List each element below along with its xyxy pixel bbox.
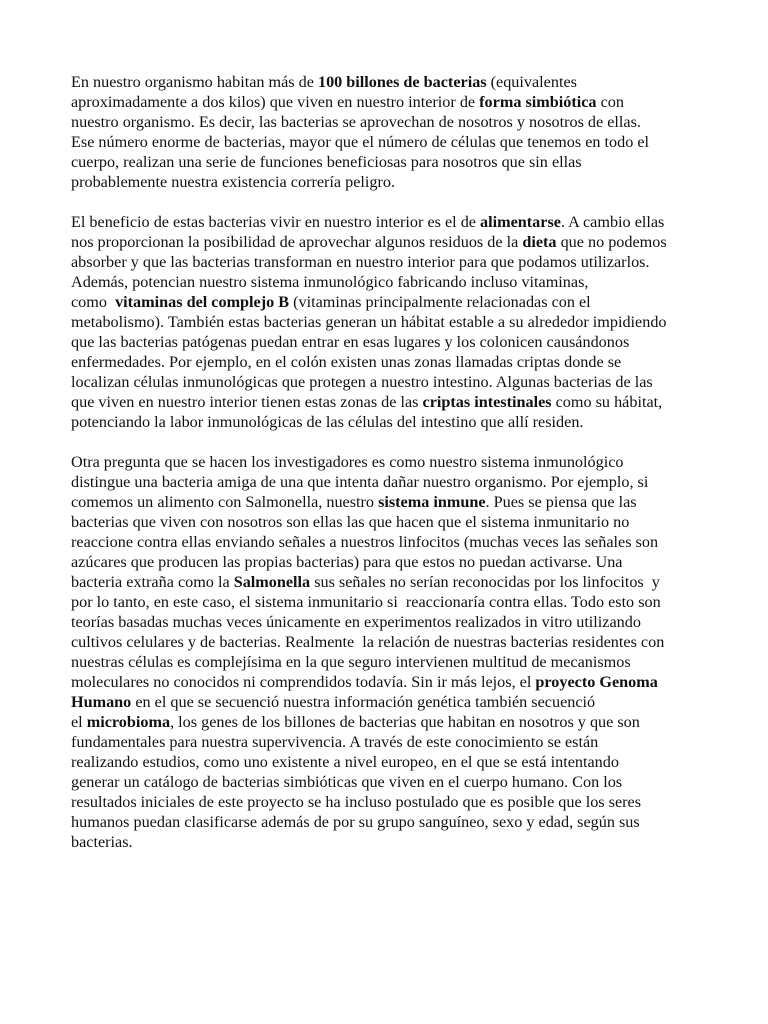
text-line [71,492,711,512]
body-text: cuerpo, realizan una serie de funciones beneficiosas para nosotros que sin ellas [71,153,582,171]
text-line [71,752,711,772]
body-text: el [71,713,87,731]
body-text: , los genes de los billones de bacterias que habitan en nosotros y que son [170,713,640,731]
body-text: enfermedades. Por ejemplo, en el colón existen unas zonas llamadas criptas donde se [71,353,622,371]
bold-text: microbioma [86,713,171,731]
text-line [71,332,711,352]
body-text: azúcares que producen las propias bacterias) para que estos no puedan activarse. Una [71,553,623,571]
body-text: teorías basadas muchas veces únicamente en experimentos realizados in vitro utilizando [71,613,641,631]
text-line [71,732,711,752]
body-text: cultivos celulares y de bacterias. Realmente la relación de nuestras bacterias residentes con [71,633,665,651]
body-text: humanos puedan clasificarse además de por su grupo sanguíneo, sexo y edad, según sus [71,813,640,831]
body-text: como [71,293,116,311]
body-text: bacterias que viven con nosotros son ellas las que hacen que el sistema inmunitario no [71,513,630,531]
bold-text: dieta [522,233,557,251]
paragraph [71,212,711,432]
paragraph [71,72,711,192]
body-text: potenciando la labor inmunológicas de las células del intestino que allí residen. [71,413,584,431]
body-text: . A cambio ellas [560,213,665,231]
body-text: en el que se secuenció nuestra información genética también secuenció [131,693,596,711]
text-line [71,372,711,392]
body-text: (vitaminas principalmente relacionadas con el [289,293,591,311]
bold-text: 100 billones de bacterias [317,73,487,91]
text-line [71,72,711,92]
body-text: que viven en nuestro interior tienen estas zonas de las [71,393,423,411]
text-line [71,772,711,792]
body-text: que no podemos [556,233,667,251]
body-text: . Pues se piensa que las [485,493,637,511]
text-line [71,672,711,692]
body-text: fundamentales para nuestra supervivencia. A través de este conocimiento se están [71,733,599,751]
body-text: sus señales no serían reconocidas por los linfocitos y [310,573,660,591]
text-line [71,632,711,652]
body-text: Ese número enorme de bacterias, mayor que el número de células que tenemos en todo el [71,133,650,151]
text-line [71,452,711,472]
body-text: generar un catálogo de bacterias simbióticas que viven en el cuerpo humano. Con los [71,773,623,791]
text-line [71,132,711,152]
text-line [71,552,711,572]
body-text: localizan células inmunológicas que protegen a nuestro intestino. Algunas bacterias de las [71,373,653,391]
body-text: probablemente nuestra existencia correría peligro. [71,173,396,191]
body-text: bacterias. [71,833,133,851]
body-text: absorber y que las bacterias transforman en nuestro interior para que podamos utilizarlos. [71,253,650,271]
bold-text: sistema inmune [378,493,486,511]
bold-text: alimentarse [480,213,561,231]
body-text: nuestras células es complejísima en la que seguro intervienen multitud de mecanismos [71,653,631,671]
text-line [71,92,711,112]
body-text: El beneficio de estas bacterias vivir en nuestro interior es el de [71,213,481,231]
text-line [71,352,711,372]
body-text: metabolismo). También estas bacterias generan un hábitat estable a su alrededor impidiendo [71,313,667,331]
text-line [71,412,711,432]
text-line [71,812,711,832]
body-text: por lo tanto, en este caso, el sistema inmunitario si reaccionaría contra ellas. Todo esto son [71,593,661,611]
bold-text: Salmonella [233,573,311,591]
document-page [71,72,711,872]
bold-text: Humano [71,693,132,711]
body-text: aproximadamente a dos kilos) que viven en nuestro interior de [71,93,480,111]
bold-text: forma simbiótica [479,93,597,111]
body-text: moleculares no conocidos ni comprendidos todavía. Sin ir más lejos, el [71,673,536,691]
text-line [71,532,711,552]
body-text: distingue una bacteria amiga de una que intenta dañar nuestro organismo. Por ejemplo, si [71,473,649,491]
text-line [71,312,711,332]
bold-text: criptas intestinales [422,393,552,411]
bold-text: proyecto Genoma [535,673,658,691]
text-line [71,172,711,192]
body-text: bacteria extraña como la [71,573,234,591]
text-line [71,152,711,172]
text-line [71,792,711,812]
text-line [71,472,711,492]
text-line [71,572,711,592]
body-text: En nuestro organismo habitan más de [71,73,318,91]
body-text: que las bacterias patógenas puedan entrar en esas lugares y los colonicen causándonos [71,333,630,351]
text-line [71,512,711,532]
body-text: reaccione contra ellas enviando señales a nuestros linfocitos (muchas veces las señales son [71,533,659,551]
text-line [71,232,711,252]
text-line [71,712,711,732]
text-line [71,612,711,632]
body-text: (equivalentes [486,73,577,91]
text-line [71,252,711,272]
text-line [71,272,711,292]
paragraph [71,452,711,852]
body-text: resultados iniciales de este proyecto se ha incluso postulado que es posible que los seres [71,793,642,811]
text-line [71,292,711,312]
body-text: nos proporcionan la posibilidad de aprovechar algunos residuos de la [71,233,523,251]
text-line [71,652,711,672]
body-text: Además, potencian nuestro sistema inmunológico fabricando incluso vitaminas, [71,273,589,291]
bold-text: vitaminas del complejo B [115,293,290,311]
body-text: Otra pregunta que se hacen los investigadores es como nuestro sistema inmunológico [71,453,624,471]
text-line [71,392,711,412]
body-text: con [596,93,624,111]
body-text: nuestro organismo. Es decir, las bacterias se aprovechan de nosotros y nosotros de ellas. [71,113,641,131]
text-line [71,212,711,232]
body-text: como su hábitat, [551,393,663,411]
text-line [71,832,711,852]
text-line [71,112,711,132]
body-text: realizando estudios, como uno existente a nivel europeo, en el que se está intentando [71,753,619,771]
text-line [71,592,711,612]
text-line [71,692,711,712]
body-text: comemos un alimento con Salmonella, nuestro [71,493,379,511]
